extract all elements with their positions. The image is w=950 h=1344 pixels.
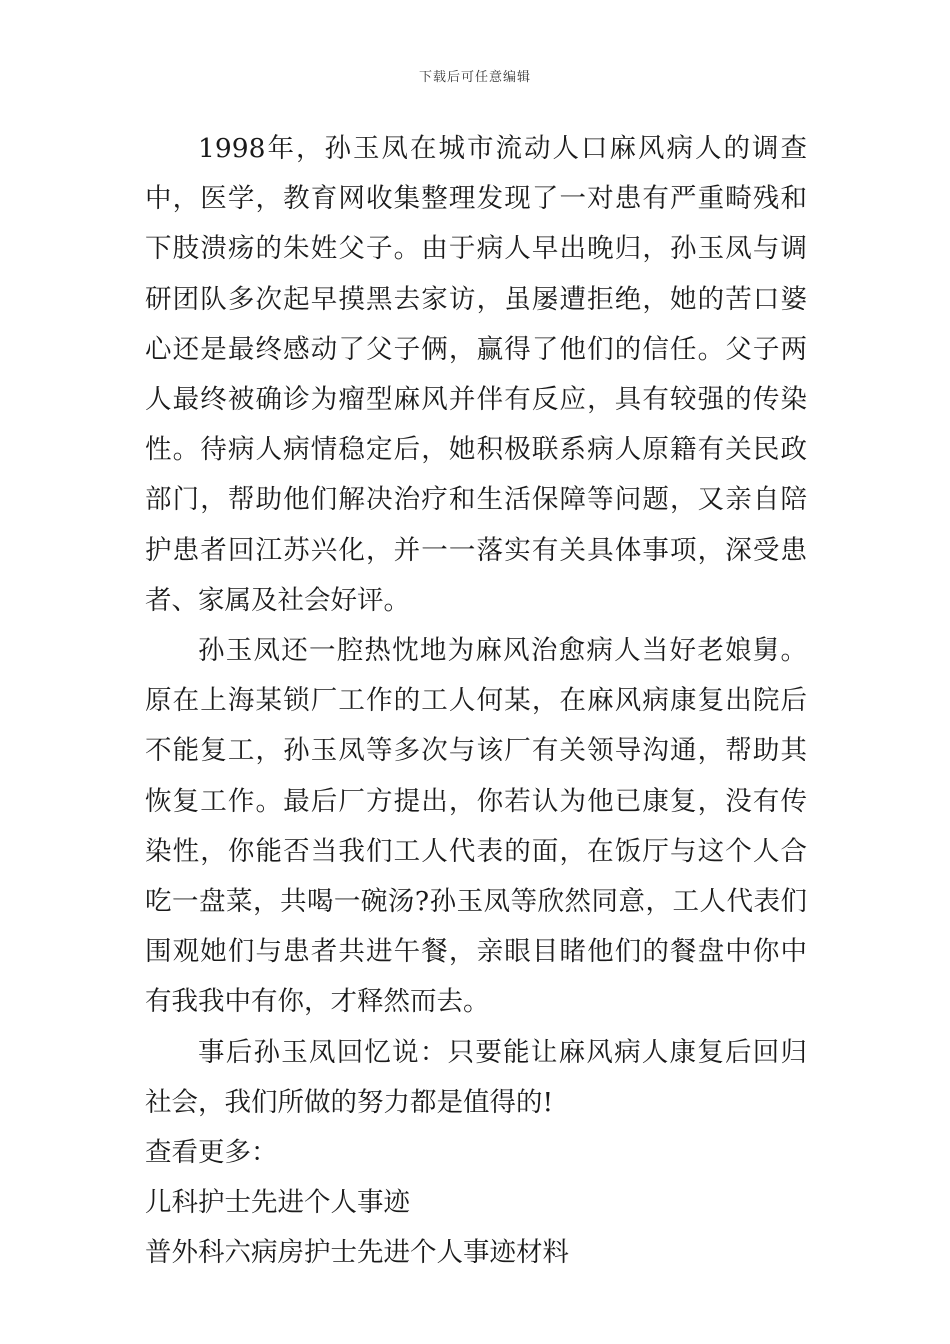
paragraph-3: 事后孙玉凤回忆说：只要能让麻风病人康复后回归社会，我们所做的努力都是值得的!: [145, 1036, 807, 1118]
document-body: [145, 124, 807, 1279]
paragraph-2: 孙玉凤还一腔热忱地为麻风治愈病人当好老娘舅。原在上海某锁厂工作的工人何某，在麻风病康复出院后不能复工，孙玉凤等多次与该厂有关领导沟通，帮助其恢复工作。最后厂方提出，你若认为他已康复，没有传染性，你能否当我们工人代表的面，在饭厅与这个人合吃一盘菜，共喝一碗汤?孙玉凤等欣然同意，工人代表们围观她们与患者共进午餐，亲眼目睹他们的餐盘中你中有我我中有你，才释然而去。: [145, 635, 807, 1018]
header-note: 下载后可任意编辑: [418, 70, 531, 85]
see-more-label: 查看更多：: [145, 1137, 278, 1169]
see-more-section: [145, 1128, 807, 1279]
paragraph-1: 1998年，孙玉凤在城市流动人口麻风病人的调查中，医学，教育网收集整理发现了一对患有严重畸残和下肢溃疡的朱姓父子。由于病人早出晚归，孙玉凤与调研团队多次起早摸黑去家访，虽屡遭拒绝，她的苦口婆心还是最终感动了父子俩，赢得了他们的信任。父子两人最终被确诊为瘤型麻风并伴有反应，具有较强的传染性。待病人病情稳定后，她积极联系病人原籍有关民政部门，帮助他们解决治疗和生活保障等问题，又亲自陪护患者回江苏兴化，并一一落实有关具体事项，深受患者、家属及社会好评。: [145, 133, 807, 616]
related-link-surgery-ward-nurse[interactable]: 普外科六病房护士先进个人事迹材料: [145, 1237, 569, 1269]
related-link-pediatric-nurse[interactable]: 儿科护士先进个人事迹: [145, 1187, 410, 1219]
